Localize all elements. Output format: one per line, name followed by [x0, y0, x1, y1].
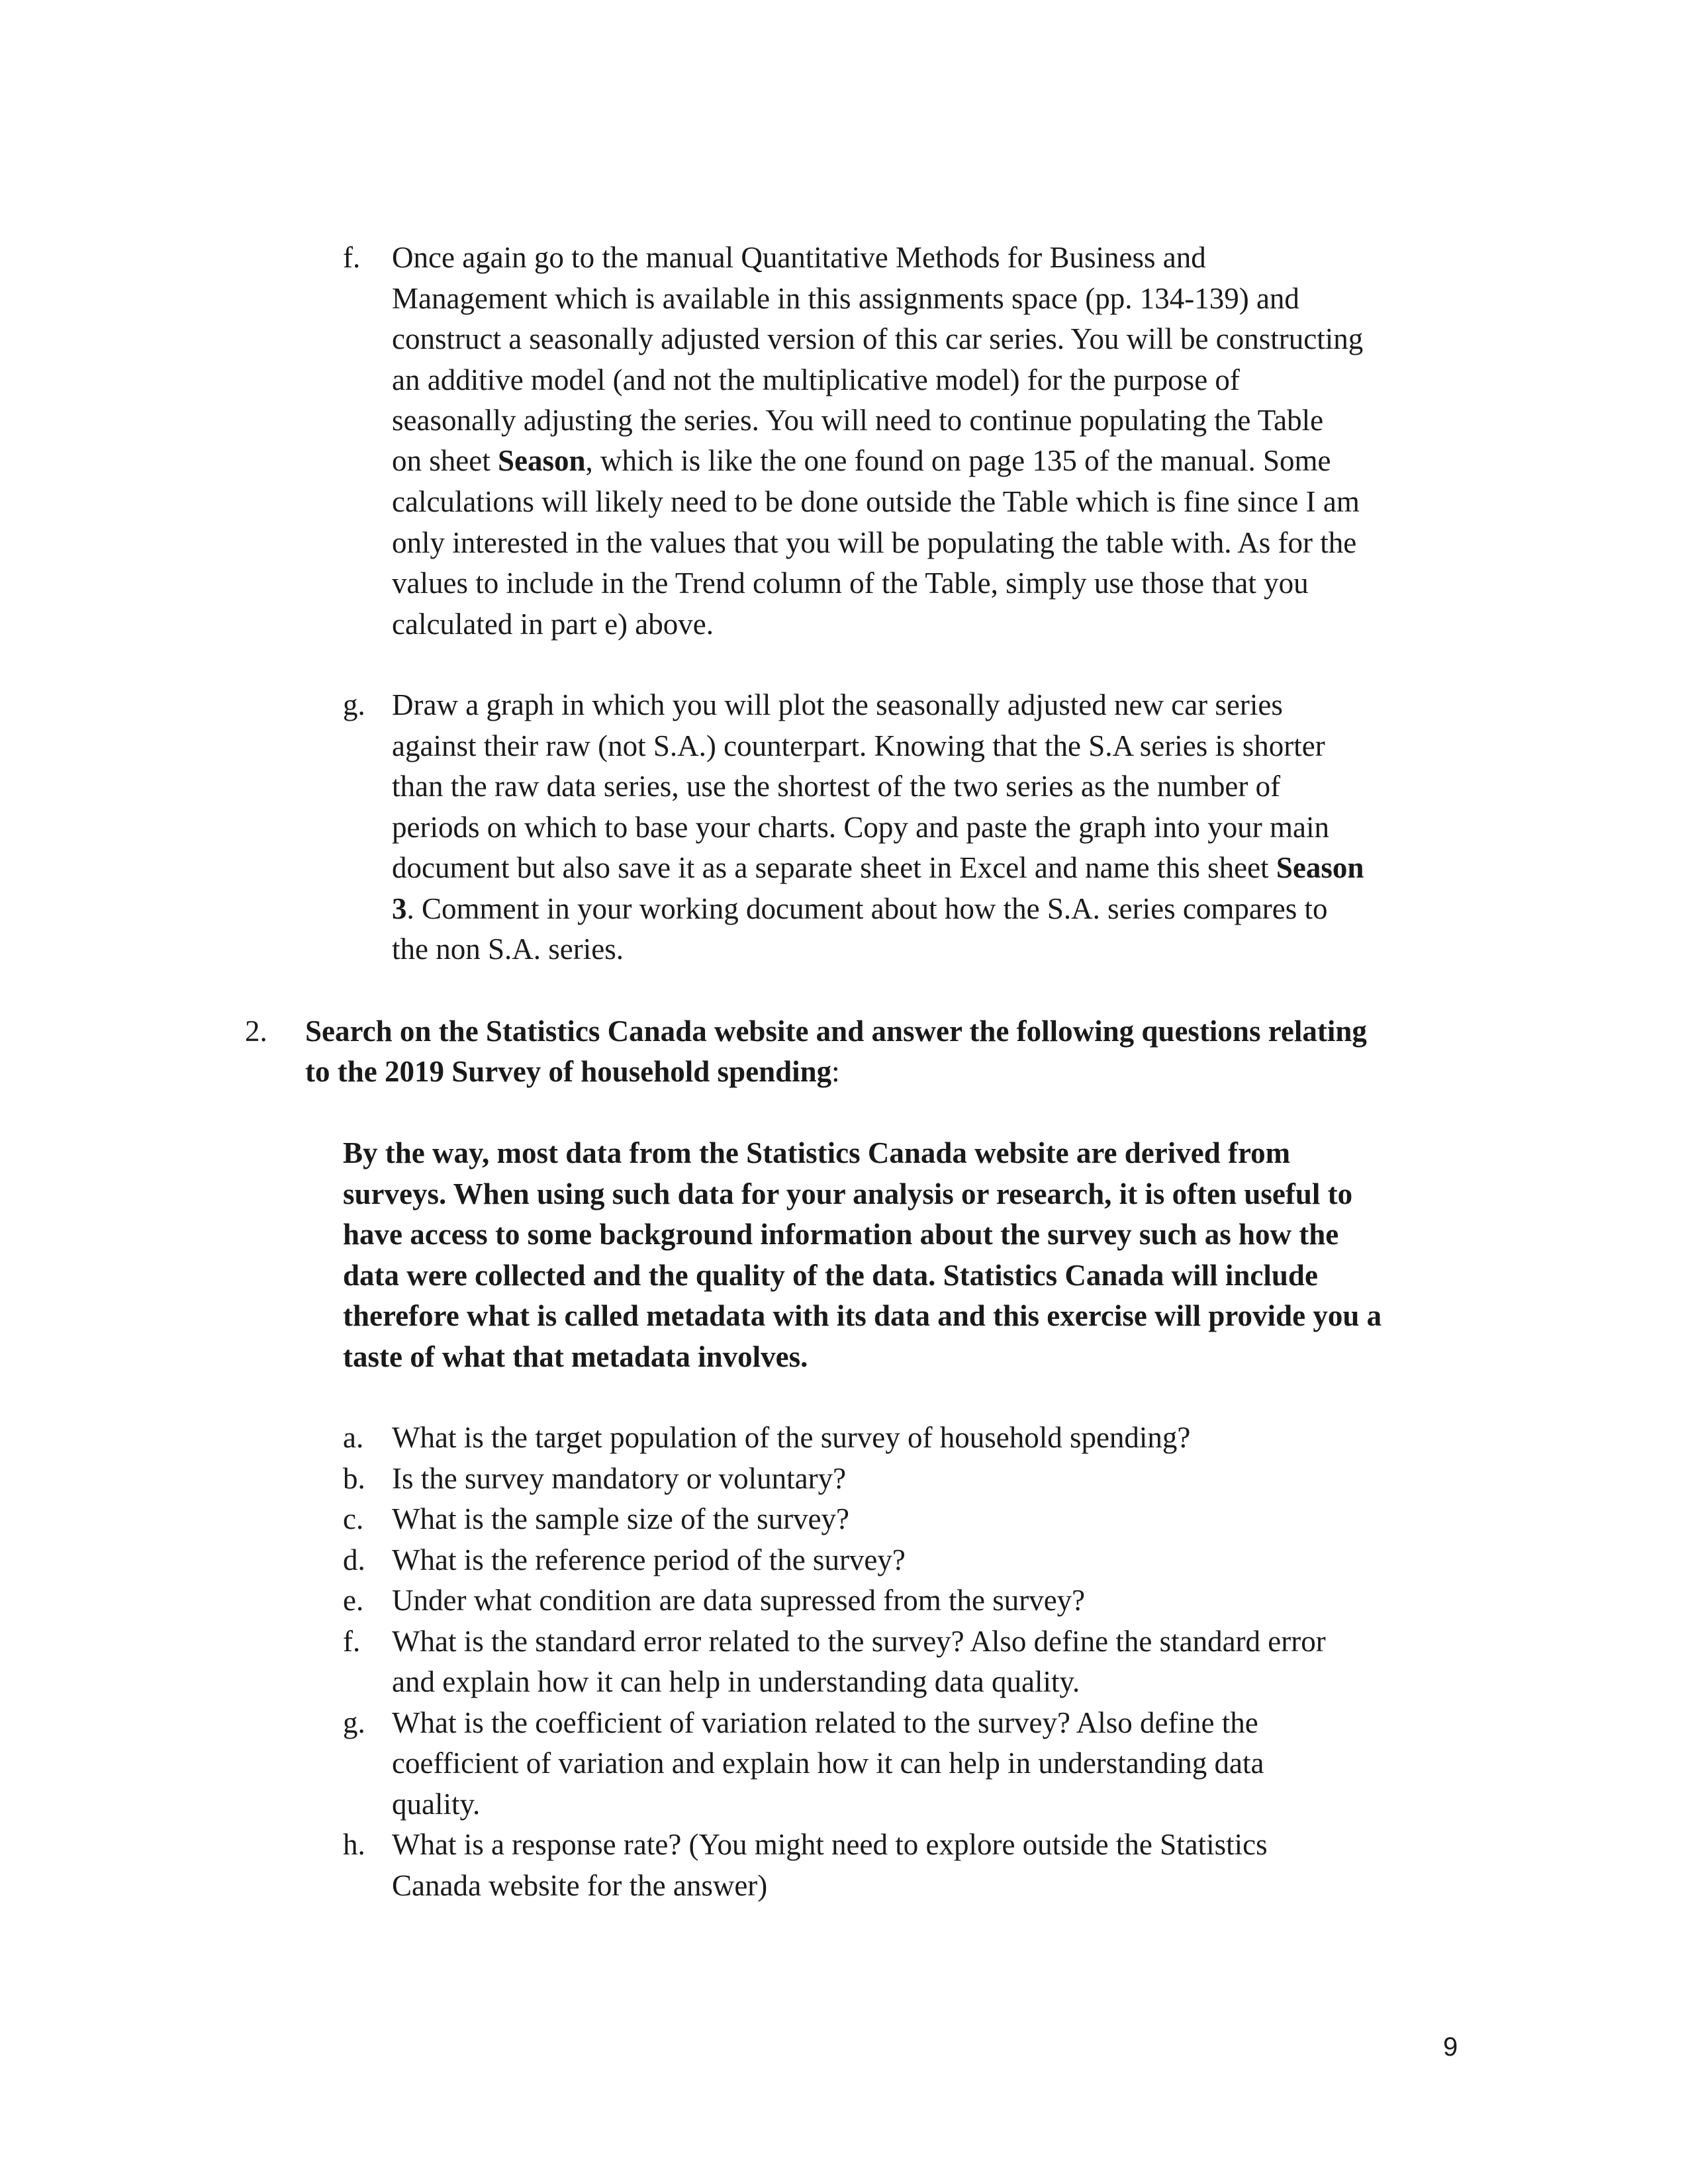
item-g-line-text: document but also save it as a separate sheet in Excel and name this sheet [392, 851, 1276, 884]
note-text: data were collected and the quality of the data. Statistics Canada will include [343, 1259, 1318, 1292]
item-f-line-text: , which is like the one found on page 135 of the manual. Some [585, 444, 1331, 477]
subquestion-line: What is a response rate? (You might need to explore outside the Statistics [392, 1828, 1268, 1861]
subquestion-line: What is the standard error related to the survey? Also define the standard error [392, 1625, 1326, 1658]
page-number: 9 [1443, 2032, 1458, 2062]
question-2-colon: : [831, 1055, 840, 1088]
item-g-marker: g. [343, 688, 365, 721]
item-f-line: Once again go to the manual Quantitative Methods for Business and [392, 241, 1206, 274]
subquestion-marker: e. [343, 1584, 364, 1617]
item-f-line: seasonally adjusting the series. You will need to continue populating the Table [392, 404, 1324, 437]
subquestion-line: What is the reference period of the survey? [392, 1543, 906, 1576]
subquestion-line: Is the survey mandatory or voluntary? [392, 1462, 847, 1495]
item-f-line: values to include in the Trend column of the Table, simply use those that you [392, 567, 1309, 600]
subquestion-marker: c. [343, 1502, 364, 1535]
item-f-line: only interested in the values that you will be populating the table with. As for the [392, 526, 1357, 559]
item-g-line: periods on which to base your charts. Copy and paste the graph into your main [392, 811, 1329, 844]
subquestion-line: What is the target population of the survey of household spending? [392, 1421, 1191, 1454]
note-line [343, 1295, 1382, 1336]
subquestion-marker: b. [343, 1462, 365, 1495]
note-text: By the way, most data from the Statistics Canada website are derived from [343, 1136, 1291, 1169]
question-2-number: 2. [245, 1015, 267, 1048]
item-f-line: Management which is available in this assignments space (pp. 134-139) and [392, 282, 1299, 315]
note-text: have access to some background information about the survey such as how the [343, 1218, 1339, 1251]
subquestion-line: Under what condition are data supressed from the survey? [392, 1584, 1086, 1617]
item-f-marker: f. [343, 241, 361, 274]
sheet-name-season: Season [497, 444, 586, 477]
subquestion-line: What is the coefficient of variation related to the survey? Also define the [392, 1706, 1258, 1739]
item-f-line: an additive model (and not the multiplicative model) for the purpose of [392, 363, 1240, 396]
item-g-line: Draw a graph in which you will plot the seasonally adjusted new car series [392, 688, 1283, 721]
question-2-heading: to the 2019 Survey of household spending [305, 1055, 832, 1088]
item-g-line [392, 888, 1328, 929]
subquestion-marker: g. [343, 1706, 365, 1739]
item-f-line [392, 440, 1331, 481]
item-g-line: than the raw data series, use the shortest of the two series as the number of [392, 770, 1281, 803]
subquestion-marker: a. [343, 1421, 364, 1454]
subquestion-line: coefficient of variation and explain how it can help in understanding data [392, 1747, 1264, 1780]
note-line [343, 1214, 1338, 1255]
question-2-line [305, 1051, 840, 1092]
note-text: taste of what that metadata involves. [343, 1340, 808, 1373]
item-f-line: calculations will likely need to be done outside the Table which is fine since I am [392, 485, 1360, 518]
sheet-name-season-3-number: 3 [392, 892, 407, 925]
note-line [343, 1132, 1290, 1173]
subquestion-marker: h. [343, 1828, 365, 1861]
note-line [343, 1336, 808, 1377]
note-text: therefore what is called metadata with its data and this exercise will provide you a [343, 1299, 1382, 1332]
note-text: surveys. When using such data for your analysis or research, it is often useful to [343, 1177, 1353, 1210]
item-f-line-text: on sheet [392, 444, 498, 477]
subquestion-marker: d. [343, 1543, 365, 1576]
question-2-heading: Search on the Statistics Canada website and answer the following questions relating [305, 1015, 1367, 1048]
subquestion-line: quality. [392, 1788, 481, 1821]
subquestion-line: What is the sample size of the survey? [392, 1502, 850, 1535]
item-g-line: against their raw (not S.A.) counterpart. Knowing that the S.A series is shorter [392, 729, 1325, 762]
subquestion-line: Canada website for the answer) [392, 1869, 768, 1902]
note-line [343, 1255, 1318, 1296]
item-g-line-text: . Comment in your working document about how the S.A. series compares to [406, 892, 1328, 925]
subquestion-line: and explain how it can help in understanding data quality. [392, 1665, 1080, 1698]
item-g-line: the non S.A. series. [392, 933, 624, 966]
question-2-line [305, 1011, 1367, 1052]
note-line [343, 1173, 1352, 1214]
subquestion-marker: f. [343, 1625, 361, 1658]
item-g-line [392, 847, 1364, 888]
item-f-line: calculated in part e) above. [392, 608, 714, 641]
item-f-line: construct a seasonally adjusted version of this car series. You will be constructing [392, 322, 1364, 355]
sheet-name-season-3: Season [1276, 851, 1364, 884]
